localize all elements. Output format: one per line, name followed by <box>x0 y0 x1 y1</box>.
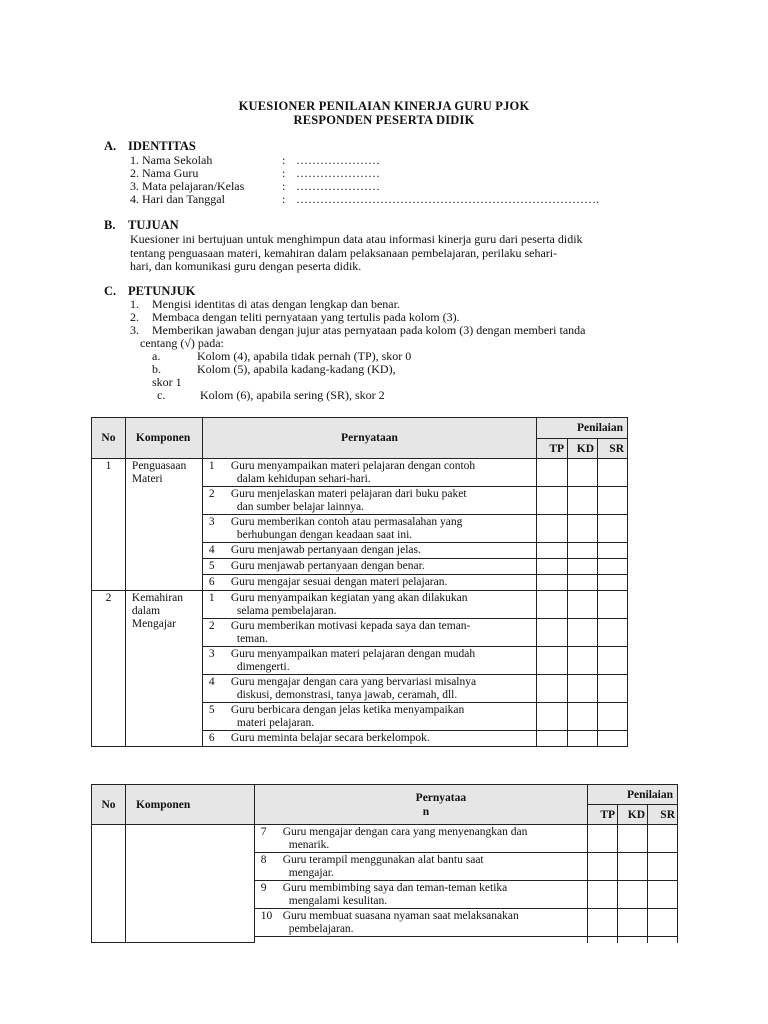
statement-number: 2 <box>208 488 215 500</box>
section-tujuan-heading <box>104 218 179 233</box>
section-identitas-heading <box>104 139 196 154</box>
statement-text: Guru menjawab pertanyaan dengan jelas. <box>230 544 421 556</box>
statement-text: mengalami kesulitan. <box>288 894 388 907</box>
komponen-cell <box>125 459 202 591</box>
score-sr-cell[interactable] <box>598 647 628 675</box>
score-kd-cell[interactable] <box>568 515 598 543</box>
score-kd-cell[interactable] <box>568 459 598 487</box>
statement-text: Guru meminta belajar secara berkelompok. <box>230 732 430 744</box>
statement-text: mengajar. <box>288 866 334 879</box>
section-title: PETUNJUK <box>128 284 196 298</box>
document-subtitle: RESPONDEN PESERTA DIDIK <box>293 113 475 127</box>
statement-number: 5 <box>208 704 215 716</box>
item-number: 3. <box>130 323 139 337</box>
header-kd: KD <box>618 805 648 825</box>
item-number: 1. <box>130 297 139 311</box>
komponen-line: Mengajar <box>131 618 176 630</box>
statement-cell <box>202 487 536 515</box>
statement-text: Guru membimbing saya dan teman-teman ketika <box>282 882 508 894</box>
paragraph-line: hari, dan komunikasi guru dengan peserta didik. <box>130 259 362 273</box>
score-kd-cell[interactable] <box>618 881 648 909</box>
identitas-fill-line: ………………… <box>296 166 380 180</box>
identitas-colon: : <box>282 153 286 167</box>
section-letter: A. <box>104 139 117 153</box>
statement-number: 2 <box>208 620 215 632</box>
score-kd-cell[interactable] <box>618 909 648 937</box>
row-number: 2 <box>92 591 126 747</box>
statement-cell <box>254 881 587 909</box>
statement-cell <box>202 459 536 487</box>
document-title: KUESIONER PENILAIAN KINERJA GURU PJOK <box>238 99 530 113</box>
statement-text: Guru mengajar dengan cara yang menyenangkan dan <box>282 826 528 838</box>
statement-cell <box>202 703 536 731</box>
subitem-letter: b. <box>152 362 161 376</box>
score-tp-cell[interactable] <box>537 647 568 675</box>
header-sr: SR <box>648 805 678 825</box>
score-kd-cell[interactable] <box>568 575 598 591</box>
statement-number: 4 <box>208 544 215 556</box>
score-sr-cell[interactable] <box>598 619 628 647</box>
komponen-line: Penguasaan <box>131 460 187 472</box>
statement-number: 5 <box>208 560 215 572</box>
identitas-label: 2. Nama Guru <box>130 166 199 180</box>
score-sr-cell[interactable] <box>598 591 628 619</box>
score-tp-cell[interactable] <box>588 937 618 943</box>
header-tp: TP <box>537 439 568 459</box>
statement-text: Guru mengajar sesuai dengan materi pelajaran. <box>230 576 448 588</box>
score-kd-cell[interactable] <box>618 825 648 853</box>
statement-number: 7 <box>260 826 267 838</box>
statement-number: 9 <box>260 882 267 894</box>
identitas-row <box>130 166 380 180</box>
score-sr-cell[interactable] <box>648 937 678 943</box>
header-penilaian: Penilaian <box>588 785 678 805</box>
statement-text: dimengerti. <box>236 660 290 673</box>
statement-number: 4 <box>208 676 215 688</box>
statement-cell <box>202 543 536 559</box>
score-sr-cell[interactable] <box>598 487 628 515</box>
score-kd-cell[interactable] <box>568 543 598 559</box>
score-kd-cell[interactable] <box>618 853 648 881</box>
score-tp-cell[interactable] <box>537 731 568 747</box>
petunjuk-subitem <box>157 388 385 403</box>
subitem-text: Kolom (4), apabila tidak pernah (TP), skor 0 <box>197 349 412 363</box>
statement-cell-empty <box>254 937 587 943</box>
paragraph-line: Kuesioner ini bertujuan untuk menghimpun data atau informasi kinerja guru dari peserta didik <box>130 232 583 246</box>
section-letter: C. <box>104 284 117 298</box>
identitas-fill-line: …………………………………………………………………. <box>296 192 599 206</box>
statement-number: 6 <box>208 732 215 744</box>
statement-text: Guru membuat suasana nyaman saat melaksanakan <box>282 910 519 922</box>
row-number: 1 <box>92 459 126 591</box>
score-sr-cell[interactable] <box>598 559 628 575</box>
statement-cell <box>202 675 536 703</box>
header-penilaian: Penilaian <box>537 418 628 439</box>
score-kd-cell[interactable] <box>568 591 598 619</box>
identitas-colon: : <box>282 192 286 206</box>
score-tp-cell[interactable] <box>537 703 568 731</box>
statement-text: Guru memberikan motivasi kepada saya dan teman- <box>230 620 471 632</box>
score-kd-cell[interactable] <box>568 559 598 575</box>
statement-text: Guru mengajar dengan cara yang bervariasi misalnya <box>230 676 477 688</box>
petunjuk-item-continuation: centang (√) pada: <box>140 336 224 350</box>
statement-number: 1 <box>208 592 215 604</box>
statement-text: dalam kehidupan sehari-hari. <box>236 472 371 485</box>
table-row <box>92 825 678 853</box>
header-pernyataan: Pernyataan <box>202 418 536 459</box>
petunjuk-subitem <box>152 362 396 377</box>
komponen-cell <box>125 591 202 747</box>
score-sr-cell[interactable] <box>598 515 628 543</box>
section-title: TUJUAN <box>128 218 179 232</box>
score-sr-cell[interactable] <box>648 881 678 909</box>
questionnaire-table-2 <box>91 784 678 943</box>
section-title: IDENTITAS <box>128 139 196 153</box>
statement-text: Guru menyampaikan materi pelajaran dengan mudah <box>230 648 476 660</box>
identitas-label: 4. Hari dan Tanggal <box>130 192 225 206</box>
questionnaire-table-1 <box>91 417 628 747</box>
score-sr-cell[interactable] <box>648 909 678 937</box>
section-letter: B. <box>104 218 116 232</box>
header-no: No <box>92 418 126 459</box>
statement-text: materi pelajaran. <box>236 716 315 729</box>
statement-number: 1 <box>208 460 215 472</box>
statement-text: menarik. <box>288 838 330 851</box>
statement-text: Guru memberikan contoh atau permasalahan yang <box>230 516 463 528</box>
score-tp-cell[interactable] <box>588 825 618 853</box>
statement-cell <box>202 575 536 591</box>
table-row <box>92 591 628 619</box>
statement-cell <box>202 731 536 747</box>
score-tp-cell[interactable] <box>537 559 568 575</box>
item-number: 2. <box>130 310 139 324</box>
identitas-row <box>130 153 380 167</box>
score-tp-cell[interactable] <box>537 675 568 703</box>
statement-text: berhubungan dengan keadaan saat ini. <box>236 528 413 541</box>
header-pernyataan-line: Pernyataa <box>415 791 467 804</box>
score-kd-cell[interactable] <box>568 487 598 515</box>
statement-number: 3 <box>208 516 215 528</box>
statement-text: teman. <box>236 632 268 645</box>
score-tp-cell[interactable] <box>537 619 568 647</box>
statement-text: Guru menjelaskan materi pelajaran dari buku paket <box>230 488 467 500</box>
paragraph-line: tentang penguasaan materi, kemahiran dalam pelaksanaan pembelajaran, perilaku sehari- <box>130 245 558 260</box>
tujuan-paragraph <box>130 233 660 274</box>
score-tp-cell[interactable] <box>537 487 568 515</box>
statement-text: diskusi, demonstrasi, tanya jawab, ceramah, dll. <box>236 688 458 701</box>
score-tp-cell[interactable] <box>588 881 618 909</box>
komponen-line: Kemahiran <box>131 592 184 604</box>
statement-cell <box>254 825 587 853</box>
subitem-letter: a. <box>152 349 161 363</box>
komponen-line: Materi <box>131 473 163 485</box>
score-tp-cell[interactable] <box>537 459 568 487</box>
score-tp-cell[interactable] <box>588 909 618 937</box>
score-sr-cell[interactable] <box>598 543 628 559</box>
score-tp-cell[interactable] <box>537 543 568 559</box>
statement-cell <box>202 515 536 543</box>
header-komponen: Komponen <box>125 418 202 459</box>
score-sr-cell[interactable] <box>648 853 678 881</box>
item-text: Membaca dengan teliti pernyataan yang tertulis pada kolom (3). <box>152 310 460 324</box>
header-komponen: Komponen <box>125 785 254 825</box>
score-tp-cell[interactable] <box>588 853 618 881</box>
score-sr-cell[interactable] <box>598 675 628 703</box>
row-number-empty <box>92 825 126 943</box>
statement-text: pembelajaran. <box>288 922 354 935</box>
statement-number: 8 <box>260 854 267 866</box>
score-sr-cell[interactable] <box>598 731 628 747</box>
statement-cell <box>254 853 587 881</box>
score-kd-cell[interactable] <box>568 619 598 647</box>
statement-cell <box>254 909 587 937</box>
komponen-line: dalam <box>131 605 161 617</box>
statement-number: 3 <box>208 648 215 660</box>
score-sr-cell[interactable] <box>598 459 628 487</box>
score-sr-cell[interactable] <box>648 825 678 853</box>
identitas-colon: : <box>282 166 286 180</box>
statement-text: Guru terampil menggunakan alat bantu saat <box>282 854 484 866</box>
statement-text: Guru menyampaikan materi pelajaran dengan contoh <box>230 460 476 472</box>
statement-text: Guru berbicara dengan jelas ketika menyampaikan <box>230 704 465 716</box>
subitem-letter: c. <box>157 388 166 402</box>
item-text: Mengisi identitas di atas dengan lengkap dan benar. <box>152 297 400 311</box>
identitas-fill-line: ………………… <box>296 179 380 193</box>
statement-cell <box>202 559 536 575</box>
score-kd-cell[interactable] <box>568 703 598 731</box>
komponen-cell-empty <box>125 825 254 943</box>
subitem-text: Kolom (5), apabila kadang-kadang (KD), <box>197 362 396 376</box>
score-kd-cell[interactable] <box>568 675 598 703</box>
header-sr: SR <box>598 439 628 459</box>
identitas-row <box>130 192 599 206</box>
identitas-colon: : <box>282 179 286 193</box>
score-kd-cell[interactable] <box>618 937 648 943</box>
score-sr-cell[interactable] <box>598 703 628 731</box>
identitas-label: 3. Mata pelajaran/Kelas <box>130 179 245 193</box>
identitas-row <box>130 179 380 193</box>
statement-cell <box>202 591 536 619</box>
item-text: Memberikan jawaban dengan jujur atas pernyataan pada kolom (3) dengan memberi tanda <box>152 323 586 337</box>
score-tp-cell[interactable] <box>537 575 568 591</box>
score-kd-cell[interactable] <box>568 647 598 675</box>
score-kd-cell[interactable] <box>568 731 598 747</box>
subitem-text: Kolom (6), apabila sering (SR), skor 2 <box>200 388 385 402</box>
header-pernyataan-line: n <box>422 805 430 818</box>
header-pernyataan <box>254 785 587 825</box>
header-no: No <box>92 785 126 825</box>
statement-text: Guru menjawab pertanyaan dengan benar. <box>230 560 425 572</box>
header-kd: KD <box>568 439 598 459</box>
table-row <box>92 459 628 487</box>
statement-cell <box>202 647 536 675</box>
header-tp: TP <box>588 805 618 825</box>
statement-text: Guru menyampaikan kegiatan yang akan dilakukan <box>230 592 468 604</box>
score-tp-cell[interactable] <box>537 591 568 619</box>
score-tp-cell[interactable] <box>537 515 568 543</box>
score-sr-cell[interactable] <box>598 575 628 591</box>
subitem-text: skor 1 <box>152 375 182 389</box>
statement-text: dan sumber belajar lainnya. <box>236 500 364 513</box>
statement-text: selama pembelajaran. <box>236 604 337 617</box>
statement-number: 10 <box>260 910 273 922</box>
identitas-fill-line: ………………… <box>296 153 380 167</box>
identitas-label: 1. Nama Sekolah <box>130 153 213 167</box>
statement-cell <box>202 619 536 647</box>
statement-number: 6 <box>208 576 215 588</box>
